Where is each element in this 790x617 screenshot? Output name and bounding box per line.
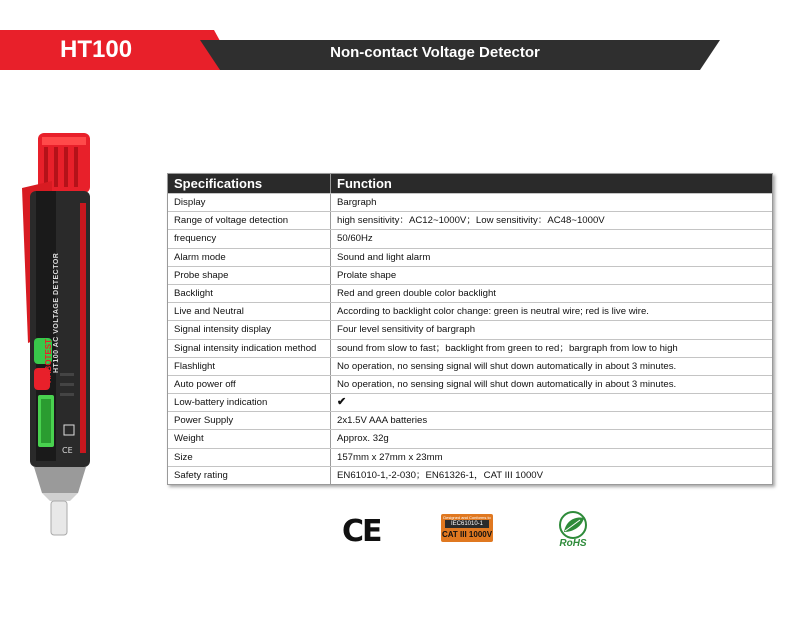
spec-value: Bargraph [337,197,377,208]
spec-name: Display [168,194,331,211]
product-image [14,133,104,543]
spec-value: Approx. 32g [337,433,389,445]
spec-value: Four level sensitivity of bargraph [337,324,476,336]
pen-model-label: HT100 AC VOLTAGE DETECTOR [53,252,60,373]
spec-name: frequency [168,230,331,247]
pen-brand-label: HABOTEST [44,339,53,383]
spec-value: Prolate shape [337,269,397,281]
spec-table [167,173,773,485]
spec-name: Size [168,449,331,466]
table-row [168,393,772,411]
table-row [168,339,772,357]
spec-name: Alarm mode [168,249,331,266]
spec-name: Power Supply [168,412,331,429]
table-row [168,229,772,247]
table-row [168,320,772,338]
header-specifications: Specifications [168,174,331,193]
header-function: Function [337,176,392,191]
table-row [168,248,772,266]
cat-badge-rating: CAT III 1000V [441,530,493,539]
table-row [168,302,772,320]
spec-name: Weight [168,430,331,447]
table-row [168,375,772,393]
spec-name: Signal intensity display [168,321,331,338]
table-row [168,466,772,484]
spec-value: Sound and light alarm [337,251,431,263]
cat-rating-badge [441,514,493,542]
spec-name: Low-battery indication [168,394,331,411]
spec-name: Range of voltage detection [168,212,331,229]
spec-value: sound from slow to fast；backlight from green to red；bargraph from low to high [337,342,678,354]
spec-name: Safety rating [168,467,331,484]
spec-name: Auto power off [168,376,331,393]
product-title: Non-contact Voltage Detector [330,44,540,61]
svg-text:CE: CE [62,446,73,455]
spec-value: 50/60Hz [337,233,373,245]
checkmark-icon: ✔ [337,396,347,409]
spec-value: According to backlight color change: green is neutral wire; red is live wire. [337,306,649,318]
spec-value: No operation, no sensing signal will shut down automatically in about 3 minutes. [337,378,677,390]
spec-value: No operation, no sensing signal will shut down automatically in about 3 minutes. [337,360,677,372]
cat-badge-standard: IEC61010-1 [445,520,489,528]
model-name: HT100 [60,36,133,63]
spec-value: 157mm x 27mm x 23mm [337,451,443,463]
spec-value: high sensitivity：AC12~1000V；Low sensitivity：AC48~1000V [337,215,605,227]
spec-name: Live and Neutral [168,303,331,320]
table-row [168,448,772,466]
rohs-leaf-icon [552,510,594,540]
table-row [168,411,772,429]
table-row [168,193,772,211]
spec-value: 2x1.5V AAA batteries [337,415,428,427]
spec-table-header [168,174,772,193]
spec-value: EN61010-1,-2-030；EN61326-1，CAT III 1000V [337,469,544,481]
spec-name: Signal intensity indication method [168,340,331,357]
spec-name: Flashlight [168,358,331,375]
cat-badge-caption: Designed and Conforms to [443,515,491,520]
header-banner [0,30,790,70]
ce-mark-icon: CE [342,514,381,549]
rohs-label: RoHS [559,538,587,549]
table-row [168,357,772,375]
table-row [168,211,772,229]
rohs-logo [552,510,594,550]
spec-name: Probe shape [168,267,331,284]
spec-name: Backlight [168,285,331,302]
spec-value: Red and green double color backlight [337,287,496,299]
table-row [168,284,772,302]
table-row [168,429,772,447]
table-row [168,266,772,284]
